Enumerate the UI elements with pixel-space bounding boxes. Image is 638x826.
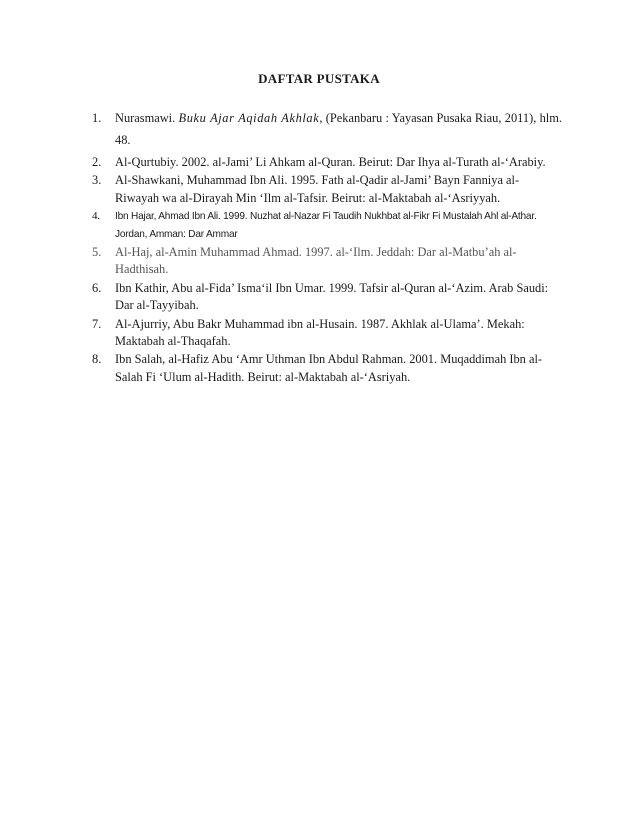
reference-text: Ibn Salah, al-Hafiz Abu ‘Amr Uthman Ibn Abdul Rahman. 2001. Muqaddimah Ibn al-Salah Fi ‘Ulum al-Hadith. Beirut: al-Maktabah al-‘Asriyah.: [115, 352, 543, 384]
reference-number: 2.: [92, 155, 102, 169]
reference-text: Al-Ajurriy, Abu Bakr Muhammad ibn al-Husain. 1987. Akhlak al-Ulama’. Mekah: Maktabah al-Thaqafah.: [115, 316, 525, 349]
reference-number: 4.: [92, 210, 100, 223]
reference-book-title: Buku Ajar Aqidah Akhlak: [178, 111, 320, 125]
reference-item-5: [92, 244, 562, 279]
reference-text: Al-Shawkani, Muhammad Ibn Ali. 1995. Fath al-Qadir al-Jami’ Bayn Fanniya al-Riwayah wa al-Dirayah Min ‘Ilm al-Tafsir. Beirut: al-Maktabah al-‘Asriyyah.: [115, 173, 520, 205]
reference-number: 8.: [92, 352, 102, 367]
reference-author: Nurasmawi.: [115, 111, 179, 125]
reference-item-2: [92, 154, 562, 171]
reference-number: 7.: [92, 316, 102, 331]
reference-item-4: [92, 208, 562, 243]
reference-number: 6.: [92, 280, 102, 295]
reference-text: Ibn Hajar, Ahmad Ibn Ali. 1999. Nuzhat al-Nazar Fi Taudih Nukhbat al-Fikr Fi Mustalah Ahl al-Athar. Jordan, Amman: Dar Ammar: [115, 211, 537, 240]
reference-publication: , (Pekanbaru : Yayasan Pusaka Riau, 2011), hlm. 48.: [115, 111, 562, 147]
reference-list: [92, 107, 562, 387]
reference-number: 5.: [92, 245, 102, 260]
reference-number: 3.: [92, 173, 102, 188]
reference-text: Ibn Kathir, Abu al-Fida’ Isma‘il Ibn Umar. 1999. Tafsir al-Quran al-‘Azim. Arab Saudi: Dar al-Tayyibah.: [115, 280, 549, 313]
reference-text: Al-Haj, al-Amin Muhammad Ahmad. 1997. al-‘Ilm. Jeddah: Dar al-Matbu’ah al-Hadthisah.: [115, 245, 517, 277]
reference-item-6: [92, 280, 562, 315]
reference-item-8: [92, 351, 562, 386]
reference-item-7: [92, 316, 562, 351]
reference-text: Al-Qurtubiy. 2002. al-Jami’ Li Ahkam al-Quran. Beirut: Dar Ihya al-Turath al-‘Arabiy.: [115, 155, 546, 169]
reference-item-1: [92, 107, 562, 151]
page-title: DAFTAR PUSTAKA: [258, 71, 380, 86]
reference-item-3: [92, 172, 562, 207]
reference-number: 1.: [92, 111, 102, 125]
